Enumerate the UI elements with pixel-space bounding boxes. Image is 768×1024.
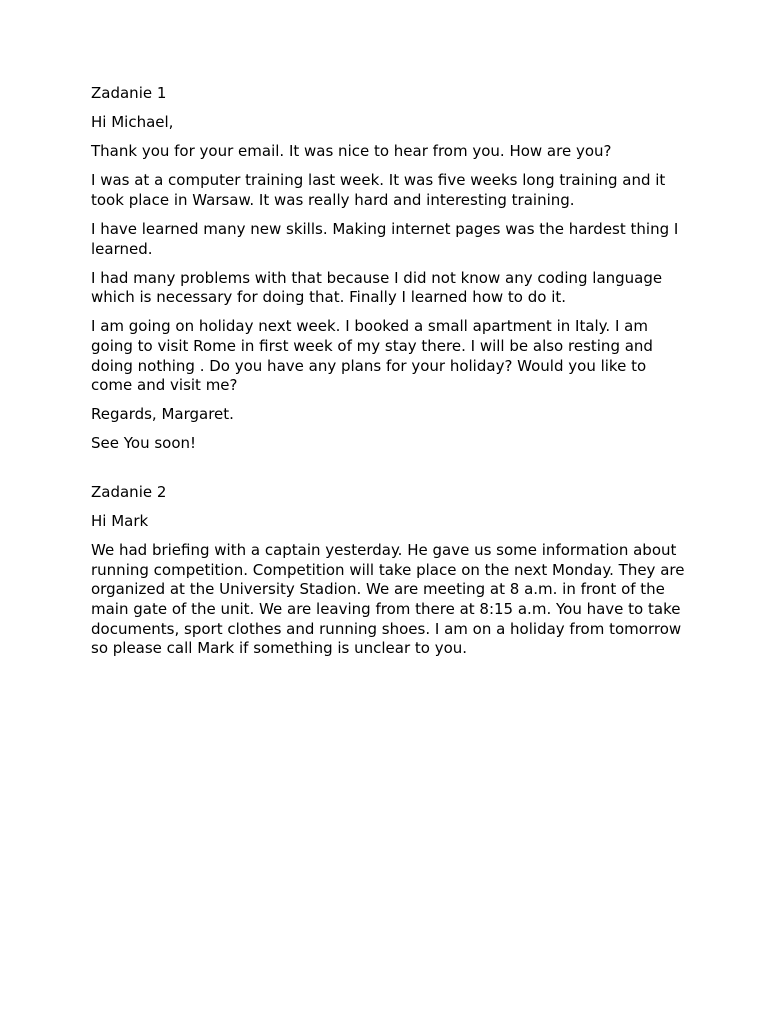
section2-greeting: Hi Mark (91, 512, 149, 531)
section1-paragraph: I was at a computer training last week. It was five weeks long training and it took place in Warsaw. It was really hard and interesting training. (91, 171, 666, 209)
section1-greeting: Hi Michael, (91, 113, 174, 132)
section1-postscript: See You soon! (91, 434, 197, 453)
section2-paragraph: We had briefing with a captain yesterday. He gave us some information about running competition. Competition will take place on the next Monday. They are organized at the University Stadion. We are meeting at 8 a.m. in front of the main gate of the unit. We are leaving from there at 8:15 a.m. You have to take documents, sport clothes and running shoes. I am on a holiday from tomorrow so please call Mark if something is unclear to you. (91, 541, 690, 658)
section1-closing: Regards, Margaret. (91, 405, 234, 424)
section1-paragraph: Thank you for your email. It was nice to hear from you. How are you? (91, 142, 612, 161)
section-spacer (91, 463, 691, 483)
section1-heading: Zadanie 1 (91, 84, 167, 102)
section1-paragraph: I have learned many new skills. Making internet pages was the hardest thing I learned. (91, 219, 679, 258)
section1-paragraph: I am going on holiday next week. I booked a small apartment in Italy. I am going to visit Rome in first week of my stay there. I will be also resting and doing nothing . Do you have any plans for your holiday? Would you like to come and visit me? (91, 317, 653, 395)
section1-paragraph: I had many problems with that because I did not know any coding language which is necessary for doing that. Finally I learned how to do it. (91, 268, 663, 307)
document-page (91, 84, 691, 668)
section2-heading: Zadanie 2 (91, 483, 167, 501)
